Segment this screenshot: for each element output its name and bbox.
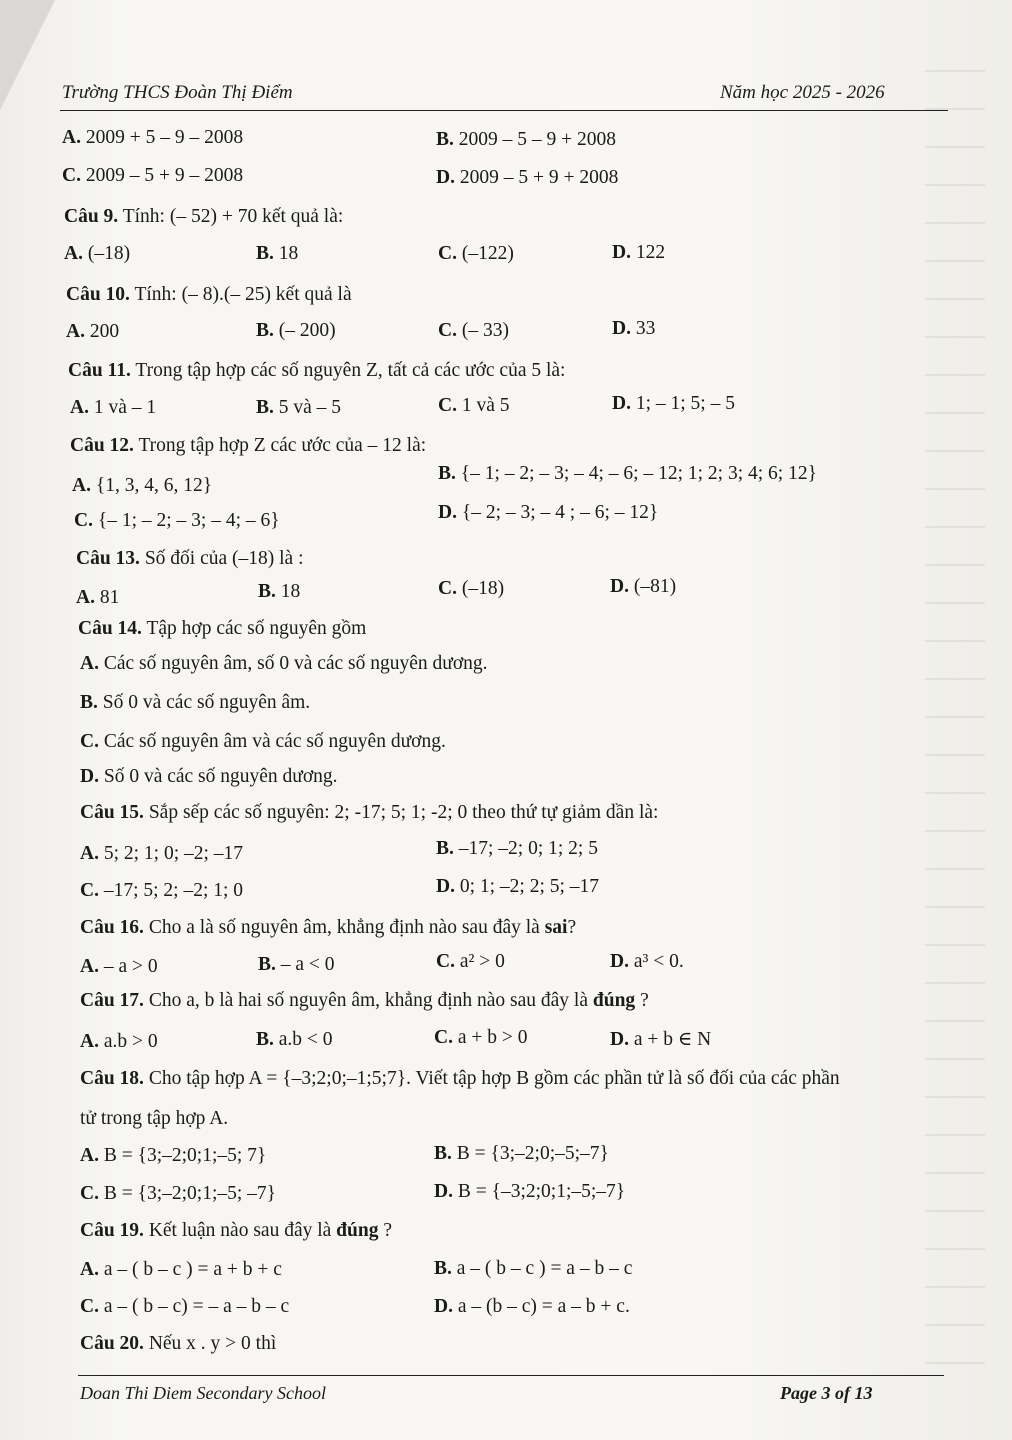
header-school: Trường THCS Đoàn Thị Điểm <box>62 82 293 103</box>
q8-option-b: B. 2009 – 5 – 9 + 2008 <box>436 129 617 150</box>
question-14: Câu 14. Tập hợp các số nguyên gồm <box>78 618 367 639</box>
q11-option-c: C. 1 và 5 <box>438 395 510 416</box>
q18-option-a: A. B = {3;–2;0;1;–5; 7} <box>80 1145 267 1166</box>
q19-option-a: A. a – ( b – c ) = a + b + c <box>80 1259 282 1280</box>
q18-option-c: C. B = {3;–2;0;1;–5; –7} <box>80 1183 277 1204</box>
question-12: Câu 12. Trong tập hợp Z các ước của – 12 là: <box>70 435 427 456</box>
q15-option-c: C. –17; 5; 2; –2; 1; 0 <box>80 880 244 901</box>
question-9: Câu 9. Tính: (– 52) + 70 kết quả là: <box>64 206 344 227</box>
q13-option-d: D. (–81) <box>610 576 677 597</box>
footer-page-number: Page 3 of 13 <box>780 1383 873 1403</box>
q10-option-b: B. (– 200) <box>256 320 336 341</box>
q13-option-c: C. (–18) <box>438 578 505 599</box>
header-rule <box>60 110 948 111</box>
q8-option-c: C. 2009 – 5 + 9 – 2008 <box>62 165 244 186</box>
q18-option-d: D. B = {–3;2;0;1;–5;–7} <box>434 1181 626 1202</box>
q14-option-b: B. Số 0 và các số nguyên âm. <box>80 692 311 713</box>
q16-option-d: D. a³ < 0. <box>610 951 684 972</box>
q12-option-a: A. {1, 3, 4, 6, 12} <box>72 475 213 496</box>
q18-option-b: B. B = {3;–2;0;–5;–7} <box>434 1143 609 1164</box>
q11-option-d: D. 1; – 1; 5; – 5 <box>612 393 735 414</box>
question-15: Câu 15. Sắp sếp các số nguyên: 2; -17; 5; 1; -2; 0 theo thứ tự giảm dần là: <box>80 802 659 823</box>
question-16: Câu 16. Cho a là số nguyên âm, khẳng định nào sau đây là sai? <box>80 917 577 938</box>
q16-option-a: A. – a > 0 <box>80 956 158 977</box>
q9-option-d: D. 122 <box>612 242 666 263</box>
q14-option-c: C. Các số nguyên âm và các số nguyên dương. <box>80 731 446 752</box>
question-18-cont: tử trong tập hợp A. <box>80 1108 229 1129</box>
q19-option-b: B. a – ( b – c ) = a – b – c <box>434 1258 633 1279</box>
q16-option-c: C. a² > 0 <box>436 951 505 972</box>
q10-option-d: D. 33 <box>612 318 656 339</box>
q17-option-d: D. a + b ∈ N <box>610 1029 712 1050</box>
q12-option-b: B. {– 1; – 2; – 3; – 4; – 6; – 12; 1; 2; 3; 4; 6; 12} <box>438 463 817 484</box>
q8-option-a: A. 2009 + 5 – 9 – 2008 <box>62 127 244 148</box>
question-10: Câu 10. Tính: (– 8).(– 25) kết quả là <box>66 284 352 305</box>
q9-option-a: A. (–18) <box>64 243 131 264</box>
q13-option-b: B. 18 <box>258 581 301 602</box>
q14-option-d: D. Số 0 và các số nguyên dương. <box>80 766 338 787</box>
q10-option-a: A. 200 <box>66 321 120 342</box>
question-17: Câu 17. Cho a, b là hai số nguyên âm, khẳng định nào sau đây là đúng ? <box>80 990 649 1011</box>
q10-option-c: C. (– 33) <box>438 320 509 341</box>
q8-option-d: D. 2009 – 5 + 9 + 2008 <box>436 167 619 188</box>
q15-option-d: D. 0; 1; –2; 2; 5; –17 <box>436 876 600 897</box>
question-18: Câu 18. Cho tập hợp A = {–3;2;0;–1;5;7}. Viết tập hợp B gồm các phần tử là số đối của các phần <box>80 1068 840 1089</box>
q17-option-c: C. a + b > 0 <box>434 1027 528 1048</box>
q19-option-d: D. a – (b – c) = a – b + c. <box>434 1296 630 1317</box>
q13-option-a: A. 81 <box>76 587 120 608</box>
q9-option-b: B. 18 <box>256 243 299 264</box>
q9-option-c: C. (–122) <box>438 243 514 264</box>
q17-option-b: B. a.b < 0 <box>256 1029 333 1050</box>
q15-option-b: B. –17; –2; 0; 1; 2; 5 <box>436 838 598 859</box>
header-year: Năm học 2025 - 2026 <box>720 82 885 103</box>
q11-option-a: A. 1 và – 1 <box>70 397 157 418</box>
q14-option-a: A. Các số nguyên âm, số 0 và các số nguyên dương. <box>80 653 488 674</box>
footer-rule <box>78 1375 944 1376</box>
question-13: Câu 13. Số đối của (–18) là : <box>76 548 304 569</box>
q11-option-b: B. 5 và – 5 <box>256 397 342 418</box>
q19-option-c: C. a – ( b – c) = – a – b – c <box>80 1296 290 1317</box>
question-11: Câu 11. Trong tập hợp các số nguyên Z, tất cả các ước của 5 là: <box>68 360 566 381</box>
q12-option-c: C. {– 1; – 2; – 3; – 4; – 6} <box>74 510 280 531</box>
question-20: Câu 20. Nếu x . y > 0 thì <box>80 1333 277 1354</box>
q15-option-a: A. 5; 2; 1; 0; –2; –17 <box>80 843 244 864</box>
q12-option-d: D. {– 2; – 3; – 4 ; – 6; – 12} <box>438 502 659 523</box>
q17-option-a: A. a.b > 0 <box>80 1031 158 1052</box>
bleed-through <box>925 70 985 1400</box>
question-19: Câu 19. Kết luận nào sau đây là đúng ? <box>80 1220 392 1241</box>
footer-school: Doan Thi Diem Secondary School <box>80 1383 326 1403</box>
folded-corner <box>0 0 55 110</box>
q16-option-b: B. – a < 0 <box>258 954 335 975</box>
